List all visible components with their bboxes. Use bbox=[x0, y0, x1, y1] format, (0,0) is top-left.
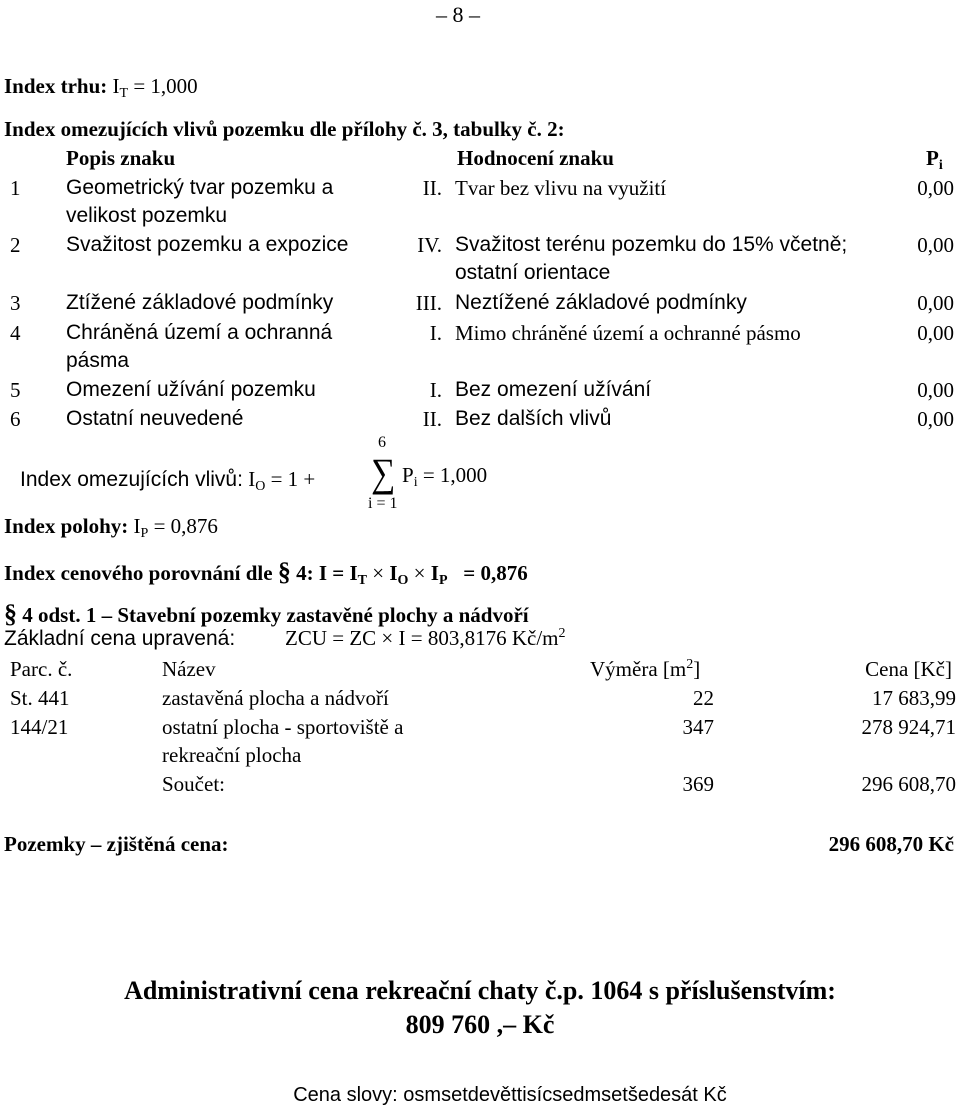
times-sign-2: × bbox=[413, 561, 426, 585]
row-6-value: 0,00 bbox=[917, 407, 954, 431]
market-index-label: Index trhu: bbox=[4, 74, 108, 98]
times-sign-1: × bbox=[372, 561, 385, 585]
row-6-roman: II. bbox=[422, 407, 442, 431]
row-2-rating2: ostatní orientace bbox=[455, 261, 611, 284]
row-4-desc2: pásma bbox=[66, 349, 130, 372]
row-6-rating: Bez dalších vlivů bbox=[455, 407, 612, 430]
market-index-symbol: I bbox=[112, 74, 120, 98]
market-index-line bbox=[4, 74, 198, 102]
zcu-label: Základní cena upravená: bbox=[4, 627, 236, 650]
admin-price-title: Administrativní cena rekreační chaty č.p. 1064 s příslušenstvím: bbox=[124, 976, 836, 1005]
price-index-value: = 0,876 bbox=[463, 561, 528, 585]
row-5-num: 5 bbox=[10, 378, 21, 402]
parcel-header-parc: Parc. č. bbox=[10, 657, 73, 681]
land-total-value: 296 608,70 Kč bbox=[828, 832, 954, 856]
row-1-num: 1 bbox=[10, 176, 21, 200]
zcu-formula: ZCU = ZC × I = 803,8176 Kč/m bbox=[285, 626, 559, 650]
parcel-header-price: Cena [Kč] bbox=[865, 657, 952, 681]
position-index-label: Index polohy: bbox=[4, 514, 129, 538]
sum-lower-limit: i = 1 bbox=[368, 495, 398, 512]
formula-term-sub: i bbox=[413, 475, 418, 490]
price-index-ref: 4: I = I bbox=[296, 561, 358, 585]
paragraph-sign: § bbox=[277, 557, 291, 586]
row-3-desc: Ztížené základové podmínky bbox=[66, 291, 334, 314]
row-2-value: 0,00 bbox=[917, 233, 954, 257]
section4-title: 4 odst. 1 – Stavební pozemky zastavěné plochy a nádvoří bbox=[22, 603, 529, 627]
parcel-row-2-price: 278 924,71 bbox=[861, 715, 956, 739]
formula-lhs-sub: O bbox=[255, 479, 266, 494]
parcel-row-1-parc: St. 441 bbox=[10, 686, 70, 710]
row-5-desc: Omezení užívání pozemku bbox=[66, 378, 316, 401]
parcel-header-area bbox=[590, 657, 700, 682]
row-4-roman: I. bbox=[429, 321, 442, 345]
row-4-rating: Mimo chráněné území a ochranné pásmo bbox=[455, 321, 801, 345]
price-index-p: P bbox=[438, 573, 448, 588]
section4-heading bbox=[4, 599, 529, 629]
sum-upper-limit: 6 bbox=[378, 434, 386, 451]
parcel-row-1-name: zastavěná plocha a nádvoří bbox=[162, 686, 389, 710]
header-description: Popis znaku bbox=[66, 146, 176, 170]
row-3-num: 3 bbox=[10, 291, 21, 315]
parcel-row-1-area: 22 bbox=[693, 686, 714, 710]
section4-paragraph-sign: § bbox=[4, 599, 17, 628]
market-index-value: = 1,000 bbox=[133, 74, 198, 98]
limiting-section-title: Index omezujících vlivů pozemku dle přílohy č. 3, tabulky č. 2: bbox=[4, 117, 565, 141]
market-index-sub: T bbox=[119, 86, 129, 101]
price-index-pi: I bbox=[430, 561, 439, 585]
parcel-row-1-price: 17 683,99 bbox=[872, 686, 956, 710]
zcu-sup: 2 bbox=[558, 626, 566, 641]
position-index-line bbox=[4, 514, 218, 542]
parcel-row-2-parc: 144/21 bbox=[10, 715, 69, 739]
row-2-desc: Svažitost pozemku a expozice bbox=[66, 233, 349, 256]
formula-plus: = 1 + bbox=[270, 467, 316, 491]
formula-label: Index omezujících vlivů: bbox=[20, 468, 243, 491]
page-number: – 8 – bbox=[436, 2, 480, 27]
parcel-row-2-name2: rekreační plocha bbox=[162, 743, 302, 767]
parcel-header-area-text: Výměra [m bbox=[590, 657, 687, 681]
price-index-i: I bbox=[389, 561, 398, 585]
parcel-row-2-name: ostatní plocha - sportoviště a bbox=[162, 715, 404, 739]
row-4-num: 4 bbox=[10, 321, 21, 345]
parcel-header-area-sup: 2 bbox=[686, 657, 694, 672]
admin-price-value: 809 760 ,– Kč bbox=[405, 1010, 555, 1039]
row-2-num: 2 bbox=[10, 233, 21, 257]
row-6-num: 6 bbox=[10, 407, 21, 431]
row-4-value: 0,00 bbox=[917, 321, 954, 345]
row-1-desc: Geometrický tvar pozemku a bbox=[66, 176, 334, 199]
position-index-sub: P bbox=[140, 526, 149, 541]
row-5-value: 0,00 bbox=[917, 378, 954, 402]
row-2-roman: IV. bbox=[417, 233, 442, 257]
parcel-sum-area: 369 bbox=[682, 772, 714, 796]
price-index-line bbox=[4, 557, 528, 589]
formula-lhs: I bbox=[248, 467, 256, 491]
price-index-t: T bbox=[357, 573, 367, 588]
parcel-header-area-end: ] bbox=[693, 657, 701, 681]
parcel-sum-label: Součet: bbox=[162, 772, 225, 796]
parcel-row-2-area: 347 bbox=[682, 715, 714, 739]
row-5-rating: Bez omezení užívání bbox=[455, 378, 652, 401]
row-3-value: 0,00 bbox=[917, 291, 954, 315]
land-total-label: Pozemky – zjištěná cena: bbox=[4, 832, 229, 856]
parcel-sum-price: 296 608,70 bbox=[861, 772, 956, 796]
header-p bbox=[926, 146, 943, 174]
position-index-symbol: I bbox=[133, 514, 141, 538]
row-5-roman: I. bbox=[429, 378, 442, 402]
row-2-rating: Svažitost terénu pozemku do 15% včetně; bbox=[455, 233, 848, 256]
header-p-letter: P bbox=[926, 146, 939, 170]
admin-price-words: Cena slovy: osmsetdevěttisícsedmsetšedesát Kč bbox=[293, 1084, 727, 1106]
row-1-value: 0,00 bbox=[917, 176, 954, 200]
zcu-formula-wrap bbox=[285, 626, 566, 651]
formula-term-letter: P bbox=[402, 463, 414, 487]
header-rating: Hodnocení znaku bbox=[457, 146, 614, 170]
row-6-desc: Ostatní neuvedené bbox=[66, 407, 244, 430]
sum-sign: ∑ bbox=[371, 450, 396, 495]
row-1-desc2: velikost pozemku bbox=[66, 204, 228, 227]
price-index-label: Index cenového porovnání dle bbox=[4, 561, 273, 585]
row-1-rating: Tvar bez vlivu na využití bbox=[455, 176, 667, 200]
formula-left bbox=[20, 467, 315, 495]
row-3-roman: III. bbox=[415, 291, 442, 315]
parcel-header-name: Název bbox=[162, 657, 216, 681]
formula-result: = 1,000 bbox=[422, 463, 488, 487]
row-4-desc: Chráněná území a ochranná bbox=[66, 321, 333, 344]
header-p-sub: i bbox=[938, 158, 943, 173]
zcu-line bbox=[4, 626, 235, 651]
price-index-o: O bbox=[397, 573, 409, 588]
position-index-value: = 0,876 bbox=[153, 514, 218, 538]
row-1-roman: II. bbox=[422, 176, 442, 200]
row-3-rating: Neztížené základové podmínky bbox=[455, 291, 747, 314]
formula-term bbox=[402, 463, 487, 491]
